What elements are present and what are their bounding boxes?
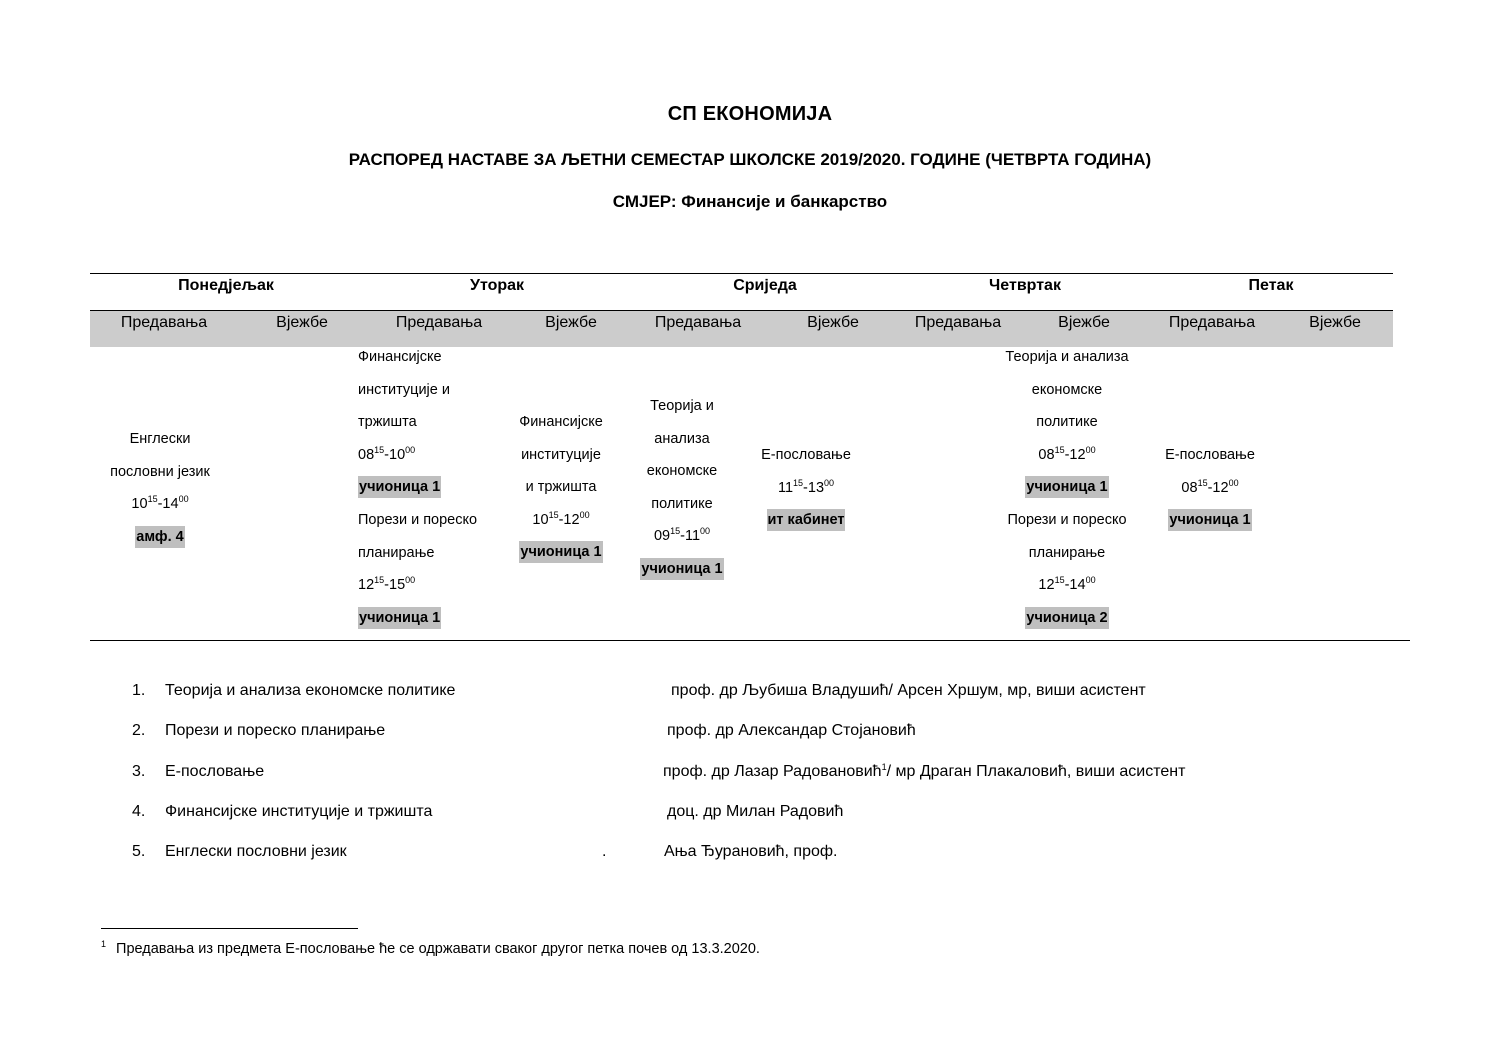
class-time: $11^{15}-13^{00}$ bbox=[777, 477, 835, 496]
course-name-line: Енглески bbox=[129, 431, 191, 447]
list-number: 4. bbox=[132, 803, 146, 820]
day-tuesday: Уторак bbox=[469, 277, 525, 294]
room-label: учионица 1 bbox=[358, 607, 441, 629]
cell-monday-lectures bbox=[90, 423, 230, 553]
footnote-reference[interactable]: 1 bbox=[881, 762, 887, 772]
list-number: 3. bbox=[132, 763, 146, 780]
room-label: учионица 1 bbox=[1168, 509, 1251, 531]
course-name-line: анализа bbox=[654, 430, 710, 447]
fri-lectures-header: Предавања bbox=[1168, 314, 1256, 331]
course-name-line: економске bbox=[646, 463, 718, 480]
course-subject: Енглески пословни језик bbox=[165, 843, 347, 860]
list-number: 2. bbox=[132, 722, 146, 739]
course-subject: Е-пословање bbox=[165, 763, 265, 780]
room-label: учионица 1 bbox=[519, 541, 602, 563]
class-time: $09^{15}-11^{00}$ bbox=[653, 526, 711, 545]
wed-exercises-header: Вјежбе bbox=[807, 314, 859, 331]
class-time: $12^{15}-15^{00}$ bbox=[358, 575, 416, 594]
cell-tuesday-lectures bbox=[358, 341, 508, 634]
course-name-line: политике bbox=[1036, 414, 1098, 431]
class-time: $10^{15}-14^{00}$ bbox=[131, 494, 189, 513]
footnote-mark: 1 bbox=[101, 939, 107, 949]
course-subject: Порези и пореско планирање bbox=[165, 722, 386, 739]
course-name-line: Порези и пореско bbox=[358, 511, 478, 528]
course-name-line: Финансијске bbox=[519, 414, 603, 430]
day-thursday: Четвртак bbox=[989, 277, 1061, 294]
mon-exercises-header: Вјежбе bbox=[276, 314, 328, 331]
cell-thursday bbox=[992, 341, 1142, 634]
day-wednesday: Сриједа bbox=[733, 277, 797, 294]
cell-wednesday-exercises bbox=[746, 439, 866, 537]
course-name-line: политике bbox=[651, 495, 713, 512]
class-time: $08^{15}-10^{00}$ bbox=[358, 444, 416, 463]
day-monday: Понедјељак bbox=[178, 277, 274, 294]
course-name-line: институције и bbox=[358, 381, 450, 398]
class-time: $08^{15}-12^{00}$ bbox=[1181, 477, 1239, 496]
room-label: учионица 1 bbox=[640, 558, 723, 580]
cell-friday-lectures bbox=[1150, 439, 1270, 537]
course-name-line: пословни језик bbox=[110, 463, 210, 480]
course-name-line: Е-пословање bbox=[761, 447, 851, 463]
cell-tuesday-exercises bbox=[508, 406, 614, 569]
footnote bbox=[101, 939, 760, 957]
list-number: 5. bbox=[132, 843, 146, 860]
room-label: учионица 2 bbox=[1025, 607, 1108, 629]
course-teacher: проф. др Љубиша Владушић/ Арсен Хршум, мр, виши асистент bbox=[671, 682, 1146, 699]
subheader-row bbox=[90, 311, 1393, 347]
day-friday: Петак bbox=[1248, 277, 1294, 294]
course-name-line: Теорија и анализа bbox=[1005, 349, 1129, 365]
document-direction: СМЈЕР: Финансије и банкарство bbox=[612, 192, 888, 211]
course-subject: Теорија и анализа економске политике bbox=[165, 682, 456, 699]
course-subject: Финансијске институције и тржишта bbox=[165, 803, 433, 820]
document-subtitle: РАСПОРЕД НАСТАВЕ ЗА ЉЕТНИ СЕМЕСТАР ШКОЛСКЕ 2019/2020. ГОДИНЕ (ЧЕТВРТА ГОДИНА) bbox=[348, 150, 1152, 169]
room-label: учионица 1 bbox=[1025, 476, 1108, 498]
course-name-line: и тржишта bbox=[525, 479, 597, 496]
tue-exercises-header: Вјежбе bbox=[545, 314, 597, 331]
course-teacher: доц. др Милан Радовић bbox=[667, 803, 844, 820]
course-name-line: Финансијске bbox=[358, 349, 442, 365]
list-dot: . bbox=[602, 843, 607, 860]
class-time: $08^{15}-12^{00}$ bbox=[1038, 444, 1096, 463]
list-number: 1. bbox=[132, 682, 146, 699]
tue-lectures-header: Предавања bbox=[395, 314, 483, 331]
course-name-line: Порези и пореско bbox=[1007, 511, 1127, 528]
footnote-separator bbox=[101, 928, 358, 929]
wed-lectures-header: Предавања bbox=[654, 314, 742, 331]
cell-wednesday-lectures bbox=[632, 390, 732, 586]
mon-lectures-header: Предавања bbox=[120, 314, 208, 331]
thu-exercises-header: Вјежбе bbox=[1058, 314, 1110, 331]
room-label: учионица 1 bbox=[358, 476, 441, 498]
course-name-line: институције bbox=[521, 446, 601, 463]
table-bottom-border bbox=[90, 640, 1410, 641]
course-teacher: проф. др Александар Стојановић bbox=[667, 722, 916, 739]
course-teacher: Ања Ђурановић, проф. bbox=[664, 843, 838, 860]
thu-lectures-header: Предавања bbox=[914, 314, 1002, 331]
course-name-line: Е-пословање bbox=[1165, 447, 1255, 463]
course-name-line: тржишта bbox=[358, 414, 417, 431]
room-label: амф. 4 bbox=[135, 526, 184, 548]
room-label: ит кабинет bbox=[767, 509, 846, 531]
document-title: СП ЕКОНОМИЈА bbox=[667, 103, 833, 125]
course-teacher: проф. др Лазар Радовановић$^1$/ мр Драган Плакаловић, виши асистент bbox=[663, 762, 1186, 780]
fri-exercises-header: Вјежбе bbox=[1309, 314, 1361, 331]
class-time: $10^{15}-12^{00}$ bbox=[532, 509, 590, 528]
course-name-line: Теорија и bbox=[650, 398, 714, 414]
class-time: $12^{15}-14^{00}$ bbox=[1038, 575, 1096, 594]
course-name-line: планирање bbox=[358, 544, 435, 561]
footnote-text: Предавања из предмета Е-пословање ће се одржавати сваког другог петка почев од 13.3.2020. bbox=[116, 941, 760, 957]
day-header-row bbox=[90, 274, 1393, 310]
course-name-line: планирање bbox=[1028, 544, 1106, 561]
course-name-line: економске bbox=[1031, 381, 1103, 398]
